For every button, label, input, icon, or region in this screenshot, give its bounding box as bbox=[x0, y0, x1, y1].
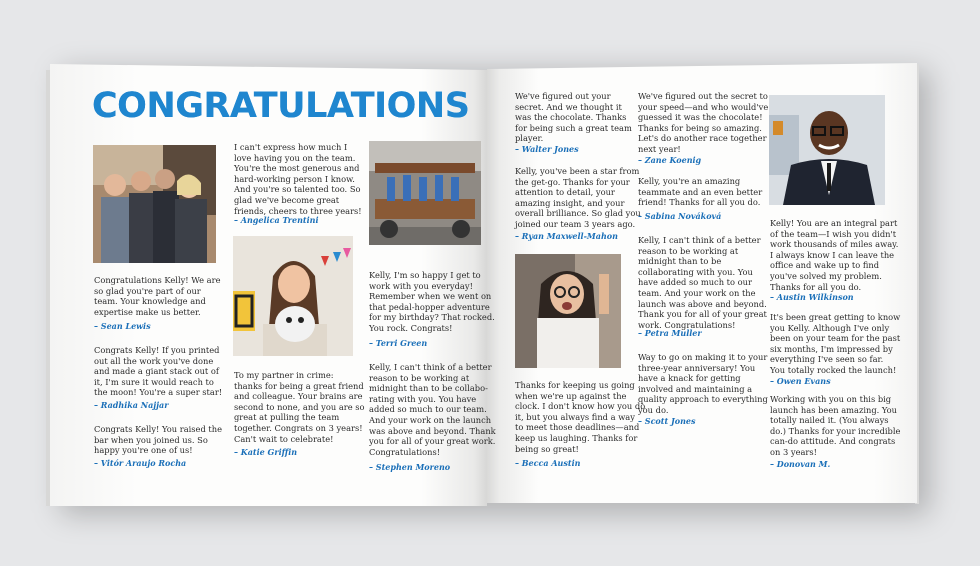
message-text: Working with you on this big launch has been amazing. You totally nailed it. (You always do.) Thanks for your incredible can-do attitude. And congrats on 3 years! bbox=[770, 394, 901, 457]
message-text: Way to go on making it to your three-year anniversary! You have a knack for getting involved and maintaining a quality approach to everything you do. bbox=[638, 352, 768, 415]
message-author: – Walter Jones bbox=[515, 144, 579, 154]
woman-glasses-photo bbox=[515, 254, 621, 368]
message-text: It's been great getting to know you Kelly. Although I've only been on your team for the past six months, I'm impressed by everything I've seen so far. You totally rocked the launch! bbox=[770, 312, 901, 375]
message-author: – Scott Jones bbox=[638, 416, 696, 426]
businessman-photo bbox=[769, 95, 885, 205]
woman-with-dog-photo bbox=[233, 236, 353, 356]
message-author: – Donovan M. bbox=[770, 459, 831, 469]
message-author: – Vitór Araujo Rocha bbox=[94, 458, 187, 468]
message-author: – Zane Koenig bbox=[638, 155, 702, 165]
message-text: Congrats Kelly! If you printed out all the work you've done and made a giant stack out of it, I'm sure it would reach to the moon! You're a super star! bbox=[94, 345, 223, 398]
message-author: – Ryan Maxwell-Mahon bbox=[515, 231, 618, 241]
message-author: – Owen Evans bbox=[770, 376, 831, 386]
message-text: Kelly, you've been a star from the get-go. Thanks for your attention to detail, your amazing insight, and your overall brilliance. So glad you joined our team 3 years ago. bbox=[515, 166, 641, 229]
message-text: Congratulations Kelly! We are so glad you're part of our team. Your knowledge and expertise make us better. bbox=[94, 275, 221, 317]
message-text: We've figured out the secret to your speed—and who would've guessed it was the chocolate! Thanks for being so amazing. Let's do another race together next year! bbox=[638, 91, 769, 154]
message-text: Kelly! You are an integral part of the team—I wish you didn't work thousands of miles away. I always know I can leave the office and wake up to find you've solved my problem. Thanks for all you do. bbox=[770, 218, 899, 292]
message-author: – Angelica Trentini bbox=[234, 215, 319, 225]
message-text: I can't express how much I love having you on the team. You're the most generous and hard-working person I know. And you're so talented too. So glad we've become great friends, cheers to three years! bbox=[234, 142, 362, 216]
message-author: – Katie Griffin bbox=[234, 447, 298, 457]
message-author: – Sean Lewis bbox=[94, 321, 151, 331]
message-author: – Radhika Najjar bbox=[94, 400, 169, 410]
message-text: To my partner in crime: thanks for being a great friend and colleague. Your brains are second to none, and you are so great at pulling the team together. Congrats on 3 years! Can't wait to celebrate! bbox=[234, 370, 365, 444]
message-author: – Petra Muller bbox=[638, 328, 702, 338]
message-text: Thanks for keeping us going when we're up against the clock. I don't know how you do it, but you always find a way to meet those deadlines—and keep us laughing. Thanks for being so great! bbox=[515, 380, 646, 454]
message-text: Kelly, I'm so happy I get to work with you everyday! Remember when we went on that pedal-hopper adventure for my birthday? That rocked. You rock. Congrats! bbox=[369, 270, 495, 333]
message-text: Kelly, I can't think of a better reason to be working at midnight than to be collabo- rating with you. You have added so much to our team. And your work on the launch was above and beyond. Thank you for all of your great work. Congratulations! bbox=[369, 362, 496, 457]
message-author: – Stephen Moreno bbox=[369, 462, 451, 472]
page-title: CONGRATULATIONS bbox=[92, 86, 470, 126]
pedal-bar-photo bbox=[369, 141, 481, 245]
message-text: Kelly, you're an amazing teammate and an even better friend! Thanks for all you do. bbox=[638, 176, 763, 208]
message-text: Kelly, I can't think of a better reason to be working at midnight than to be collaborating with you. You have added so much to our team. And your work on the launch was above and beyond. Thank you for all of your great work. Congratulations! bbox=[638, 235, 767, 330]
message-author: – Austin Wilkinson bbox=[770, 292, 854, 302]
message-author: – Terri Green bbox=[369, 338, 428, 348]
message-author: – Becca Austin bbox=[515, 458, 581, 468]
message-author: – Sabina Nováková bbox=[638, 211, 722, 221]
group-selfie-photo bbox=[93, 145, 216, 263]
message-text: We've figured out your secret. And we thought it was the chocolate. Thanks for being such a great team player. bbox=[515, 91, 632, 144]
message-text: Congrats Kelly! You raised the bar when you joined us. So happy you're one of us! bbox=[94, 424, 222, 456]
